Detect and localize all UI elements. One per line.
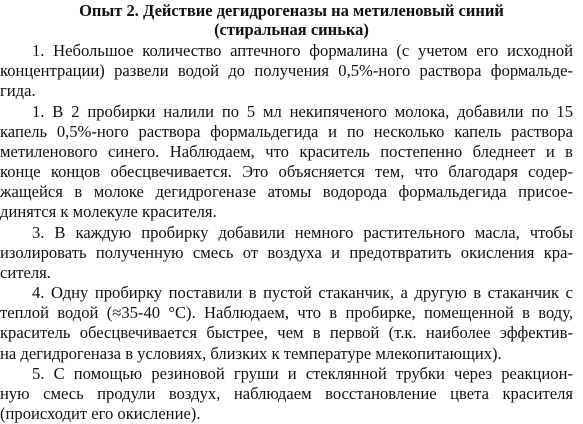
paragraph-2-line-2: капель 0,5%-ного раствора формальдегида и по несколько капель раствора bbox=[0, 121, 573, 141]
paragraph-3-line-2: изолировать полученную смесь от воздуха и предотвратить окисления кра- bbox=[0, 242, 573, 262]
paragraph-3-line-3: сителя. bbox=[0, 262, 51, 282]
paragraph-1-line-1: 1. Небольшое количество аптечного формалина (с учетом его исходной bbox=[32, 41, 573, 60]
paragraph-5-line-2: ную смесь продули воздух, наблюдаем восстановление цвета красителя bbox=[0, 383, 573, 403]
paragraph-1-line-3: гида. bbox=[0, 81, 36, 101]
paragraph-1-line-2: концентрации) развели водой до получения 0,5%-ного раствора формальде- bbox=[0, 61, 573, 81]
paragraph-4-line-1: 4. Одну пробирку поставили в пустой стаканчик, а другую в стаканчик с bbox=[32, 283, 573, 302]
paragraph-2-line-6: динятся к молекуле красителя. bbox=[0, 202, 217, 222]
document-title-line-2: (стиральная синька) bbox=[214, 20, 369, 39]
paragraph-2-line-3: метиленового синего. Наблюдаем, что краситель постепенно бледнеет и в bbox=[0, 141, 573, 161]
paragraph-3-line-1: 3. В каждую пробирку добавили немного растительного масла, чтобы bbox=[32, 222, 573, 242]
paragraph-5-line-1: 5. С помощью резиновой груши и стеклянной трубки через реакцион- bbox=[32, 363, 573, 383]
document-title-line-1: Опыт 2. Действие дегидрогеназы на метиленовый синий bbox=[79, 1, 504, 20]
paragraph-4-line-3: краситель обесцвечивается быстрее, чем в первой (т.к. наиболее эффектив- bbox=[0, 323, 573, 343]
paragraph-2-line-4: конце концов обесцвечивается. Это объясняется тем, что благодаря содер- bbox=[0, 162, 573, 181]
paragraph-5-line-3: (происходит его окисление). bbox=[0, 404, 201, 423]
paragraph-2-line-1: 1. В 2 пробирки налили по 5 мл некипяченого молока, добавили по 15 bbox=[32, 101, 573, 121]
paragraph-4-line-4: на дегидрогеназа в условиях, близких к температуре млекопитающих). bbox=[0, 343, 502, 363]
paragraph-4-line-2: теплой водой (≈35-40 °С). Наблюдаем, что в пробирке, помещенной в воду, bbox=[0, 303, 573, 323]
paragraph-2-line-5: жащейся в молоке дегидрогеназе атомы водорода формальдегида присое- bbox=[0, 182, 573, 202]
